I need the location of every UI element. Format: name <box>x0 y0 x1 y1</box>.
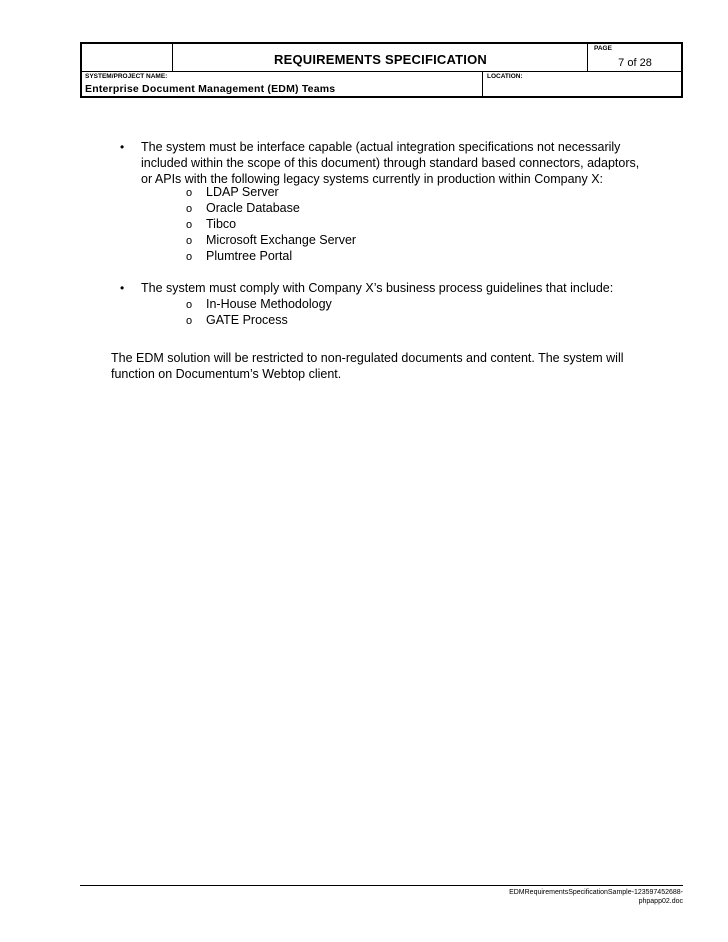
legacy-system-item: Microsoft Exchange Server <box>206 233 357 247</box>
paragraph-line: The EDM solution will be restricted to non-regulated documents and content. The system will <box>111 351 624 365</box>
legacy-system-item: Tibco <box>206 217 237 231</box>
header-divider <box>172 44 173 71</box>
document-header <box>80 42 683 98</box>
location-label: LOCATION: <box>487 73 523 80</box>
sub-bullet-marker: o <box>186 187 193 199</box>
footer-divider <box>80 885 683 886</box>
footer-filename-line: EDMRequirementsSpecificationSample-123597452688- <box>509 889 683 896</box>
system-project-label: SYSTEM/PROJECT NAME: <box>85 73 168 80</box>
sub-bullet-marker: o <box>186 219 193 231</box>
sub-bullet-marker: o <box>186 299 193 311</box>
page-label: PAGE <box>594 45 612 52</box>
footer-filename-line: phpapp02.doc <box>638 898 683 905</box>
sub-bullet-marker: o <box>186 315 193 327</box>
bullet-2-line: The system must comply with Company X’s business process guidelines that include: <box>141 281 614 295</box>
paragraph-line: function on Documentum’s Webtop client. <box>111 367 342 381</box>
legacy-system-item: Plumtree Portal <box>206 249 293 263</box>
document-title: REQUIREMENTS SPECIFICATION <box>274 52 487 67</box>
legacy-system-item: Oracle Database <box>206 201 300 215</box>
process-guideline-item: In-House Methodology <box>206 297 332 311</box>
bullet-1-line: or APIs with the following legacy systems currently in production within Company X: <box>141 172 604 186</box>
bullet-1-line: The system must be interface capable (actual integration specifications not necessarily <box>141 140 621 154</box>
bullet-marker: • <box>120 281 125 295</box>
legacy-system-item: LDAP Server <box>206 185 279 199</box>
footer-filename <box>483 888 683 906</box>
page-number: 7 of 28 <box>618 57 652 69</box>
sub-bullet-marker: o <box>186 235 193 247</box>
process-guideline-item: GATE Process <box>206 313 288 327</box>
header-top-row <box>80 42 683 72</box>
header-divider <box>482 72 483 96</box>
bullet-1-line: included within the scope of this document) through standard based connectors, adaptors, <box>141 156 640 170</box>
sub-bullet-marker: o <box>186 251 193 263</box>
sub-bullet-marker: o <box>186 203 193 215</box>
system-project-name: Enterprise Document Management (EDM) Teams <box>85 83 336 95</box>
bullet-marker: • <box>120 140 125 154</box>
header-bottom-row <box>80 71 683 98</box>
